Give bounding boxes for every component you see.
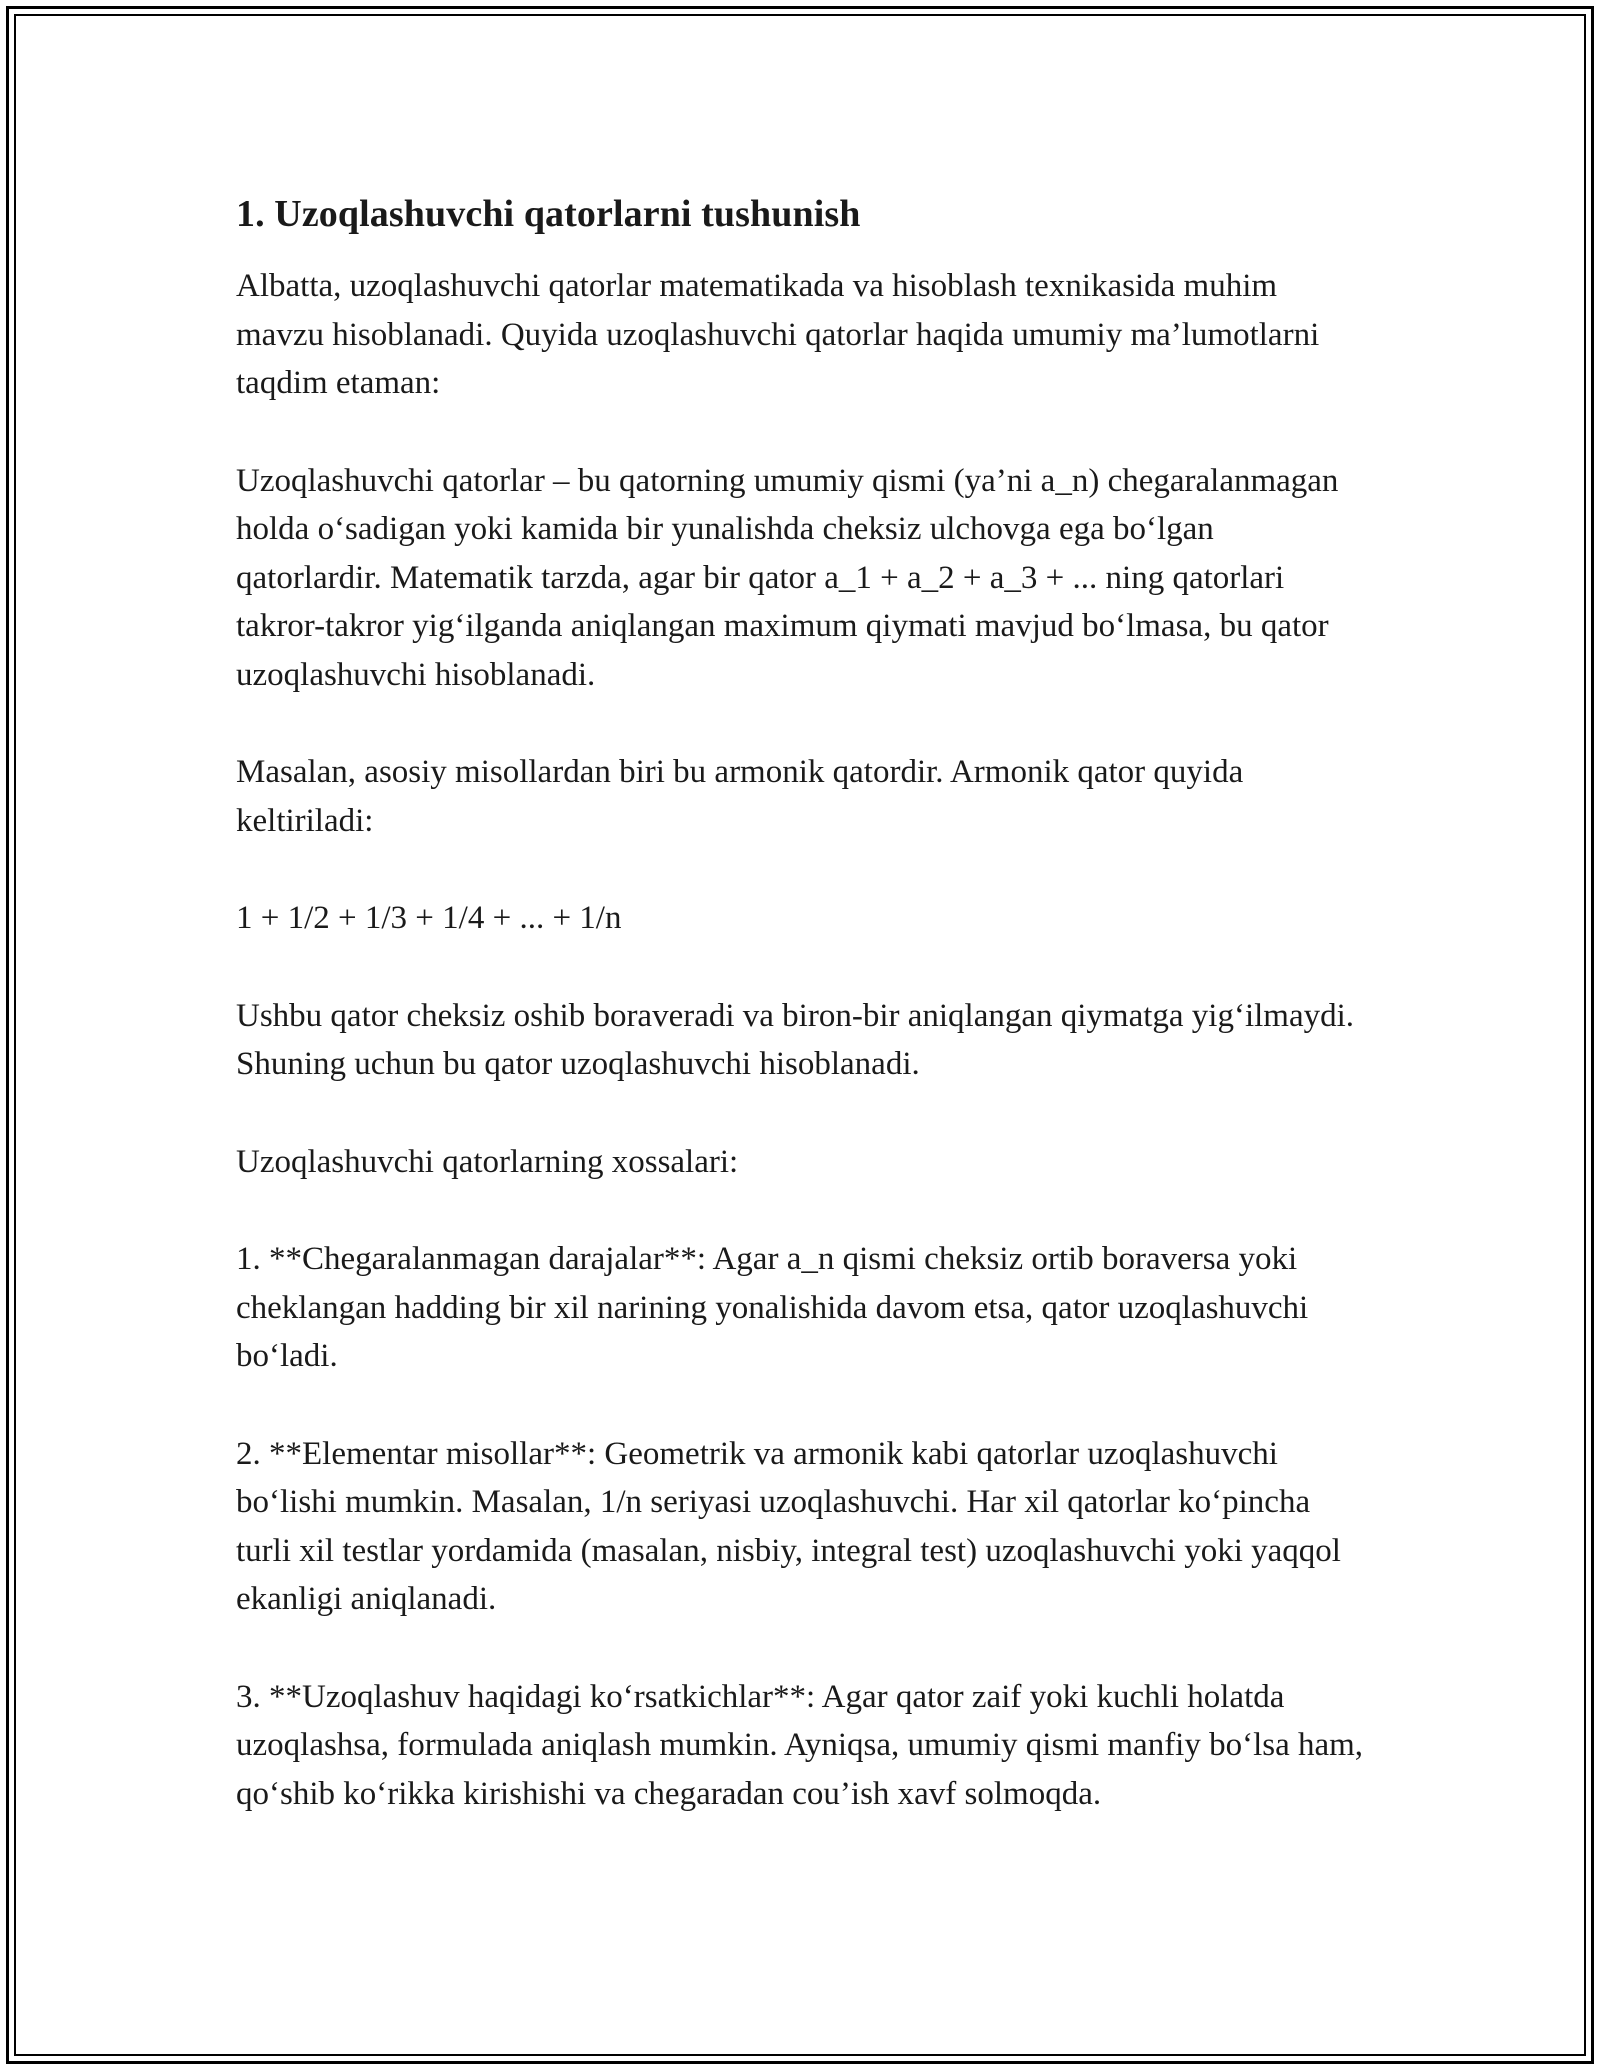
list-item-property-3: 3. **Uzoqlashuv haqidagi ko‘rsatkichlar**: Agar qator zaif yoki kuchli holatda uzoqlashsa, formulada aniqlash mumkin. Ayniqsa, umumiy qismi manfiy bo‘lsa ham, qo‘shib ko‘rikka kirishishi va chegaradan cou’ish xavf solmoqda. (236, 1678, 1364, 1812)
paragraph-definition: Uzoqlashuvchi qatorlar – bu qatorning umumiy qismi (ya’ni a_n) chegaralanmagan holda o‘sadigan yoki kamida bir yunalishda cheksiz ulchovga ega bo‘lgan qatorlardir. Matematik tarzda, agar bir qator a_1 + a_2 + a_3 + ... ning qatorlari takror-takror yig‘ilganda aniqlangan maximum qiymati mavjud bo‘lmasa, bu qator uzoqlashuvchi hisoblanadi. (236, 462, 1339, 693)
list-item-property-2: 2. **Elementar misollar**: Geometrik va armonik kabi qatorlar uzoqlashuvchi bo‘lishi mumkin. Masalan, 1/n seriyasi uzoqlashuvchi. Har xil qatorlar ko‘pincha turli xil testlar yordamida (masalan, nisbiy, integral test) uzoqlashuvchi yoki yaqqol ekanligi aniqlanadi. (236, 1435, 1341, 1617)
document-body (236, 190, 1366, 1867)
paragraph-explanation: Ushbu qator cheksiz oshib boraveradi va biron-bir aniqlangan qiymatga yig‘ilmaydi. Shuning uchun bu qator uzoqlashuvchi hisoblanadi. (236, 997, 1355, 1082)
paragraph-formula: 1 + 1/2 + 1/3 + 1/4 + ... + 1/n (236, 900, 622, 936)
paragraph-intro: Albatta, uzoqlashuvchi qatorlar matematikada va hisoblash texnikasida muhim mavzu hisoblanadi. Quyida uzoqlashuvchi qatorlar haqida umumiy ma’lumotlarni taqdim etaman: (236, 268, 1320, 401)
paragraph-example: Masalan, asosiy misollardan biri bu armonik qatordir. Armonik qator quyida keltiriladi: (236, 754, 1244, 839)
section-heading: 1. Uzoqlashuvchi qatorlarni tushunish (236, 193, 861, 235)
paragraph-properties-heading: Uzoqlashuvchi qatorlarning xossalari: (236, 1143, 739, 1180)
list-item-property-1: 1. **Chegaralanmagan darajalar**: Agar a_n qismi cheksiz ortib boraversa yoki cheklangan hadding bir xil narining yonalishida davom etsa, qator uzoqlashuvchi bo‘ladi. (236, 1241, 1309, 1374)
